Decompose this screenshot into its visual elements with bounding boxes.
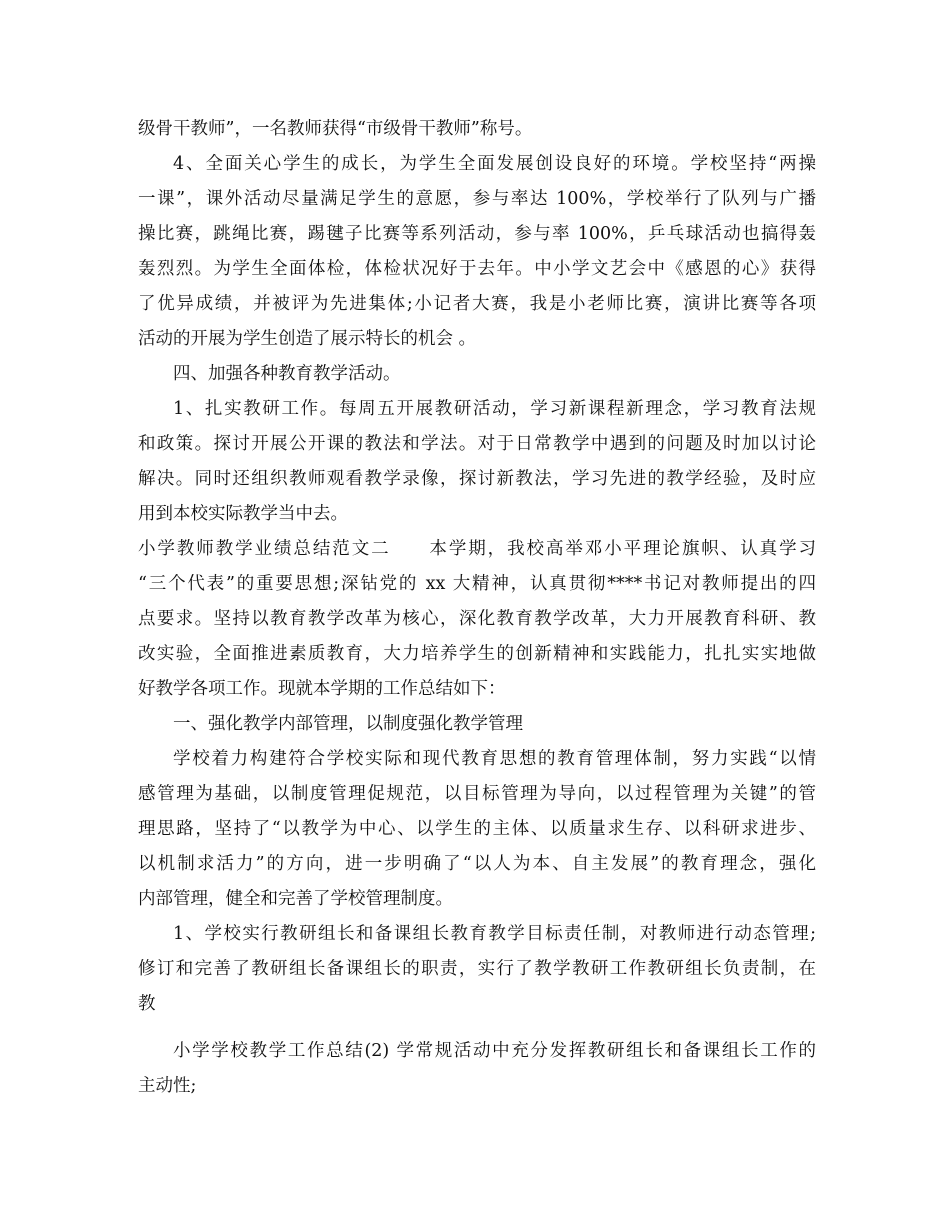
section-heading: 四、加强各种教育教学活动。 <box>173 364 401 384</box>
text-line: 级骨干教师”，一名教师获得“市级骨干教师”称号。 <box>138 119 533 139</box>
text-line: 内部管理，健全和完善了学校管理制度。 <box>138 889 453 909</box>
text-line: 操比赛，跳绳比赛，踢毽子比赛等系列活动，参与率 100%，乒乓球活动也搞得轰 <box>138 224 816 244</box>
text-line: 轰烈烈。为学生全面体检，体检状况好于去年。中小学文艺会中《感恩的心》获得 <box>138 259 816 279</box>
text-line: 1、学校实行教研组长和备课组长教育教学目标责任制，对教师进行动态管理; <box>173 924 816 944</box>
text-line: 理思路，坚持了“以教学为中心、以学生的主体、以质量求生存、以科研求进步、 <box>138 819 816 839</box>
text-line: 小学学校教学工作总结(2) 学常规活动中充分发挥教研组长和备课组长工作的 <box>173 1041 816 1061</box>
text-line: 了优异成绩，并被评为先进集体;小记者大赛，我是小老师比赛，演讲比赛等各项 <box>138 294 816 314</box>
text-line: 教 <box>138 994 156 1014</box>
text-line: 一课”，课外活动尽量满足学生的意愿，参与率达 100%，学校举行了队列与广播 <box>138 189 816 209</box>
text-line: 修订和完善了教研组长备课组长的职责，实行了教学教研工作教研组长负责制，在 <box>138 959 816 979</box>
text-line: 4、全面关心学生的成长，为学生全面发展创设良好的环境。学校坚持“两操 <box>173 154 816 174</box>
text-line: 活动的开展为学生创造了展示特长的机会 。 <box>138 329 477 349</box>
text-line: 以机制求活力”的方向，进一步明确了“以人为本、自主发展”的教育理念，强化 <box>138 854 816 874</box>
text-line: 学校着力构建符合学校实际和现代教育思想的教育管理体制，努力实践“以情 <box>173 749 816 769</box>
text-line: 好教学各项工作。现就本学期的工作总结如下： <box>138 679 506 699</box>
text-line: 和政策。探讨开展公开课的教法和学法。对于日常教学中遇到的问题及时加以讨论 <box>138 434 816 454</box>
text-line: “三个代表”的重要思想;深钻党的 xx 大精神，认真贯彻****书记对教师提出的四 <box>138 574 816 594</box>
text-line: 感管理为基础，以制度管理促规范，以目标管理为导向，以过程管理为关键”的管 <box>138 784 816 804</box>
text-line: 小学教师教学业绩总结范文二 本学期，我校高举邓小平理论旗帜、认真学习 <box>138 539 816 559</box>
text-line: 用到本校实际教学当中去。 <box>138 504 348 524</box>
text-line: 1、扎实教研工作。每周五开展教研活动，学习新课程新理念，学习教育法规 <box>173 399 816 419</box>
text-line: 改实验，全面推进素质教育，大力培养学生的创新精神和实践能力，扎扎实实地做 <box>138 644 816 664</box>
text-line: 主动性; <box>138 1076 197 1096</box>
text-line: 解决。同时还组织教师观看教学录像，探讨新教法，学习先进的教学经验，及时应 <box>138 469 816 489</box>
text-line: 点要求。坚持以教育教学改革为核心，深化教育教学改革，大力开展教育科研、教 <box>138 609 816 629</box>
document-body <box>138 112 816 1104</box>
section-heading: 一、强化教学内部管理，以制度强化教学管理 <box>173 714 523 734</box>
